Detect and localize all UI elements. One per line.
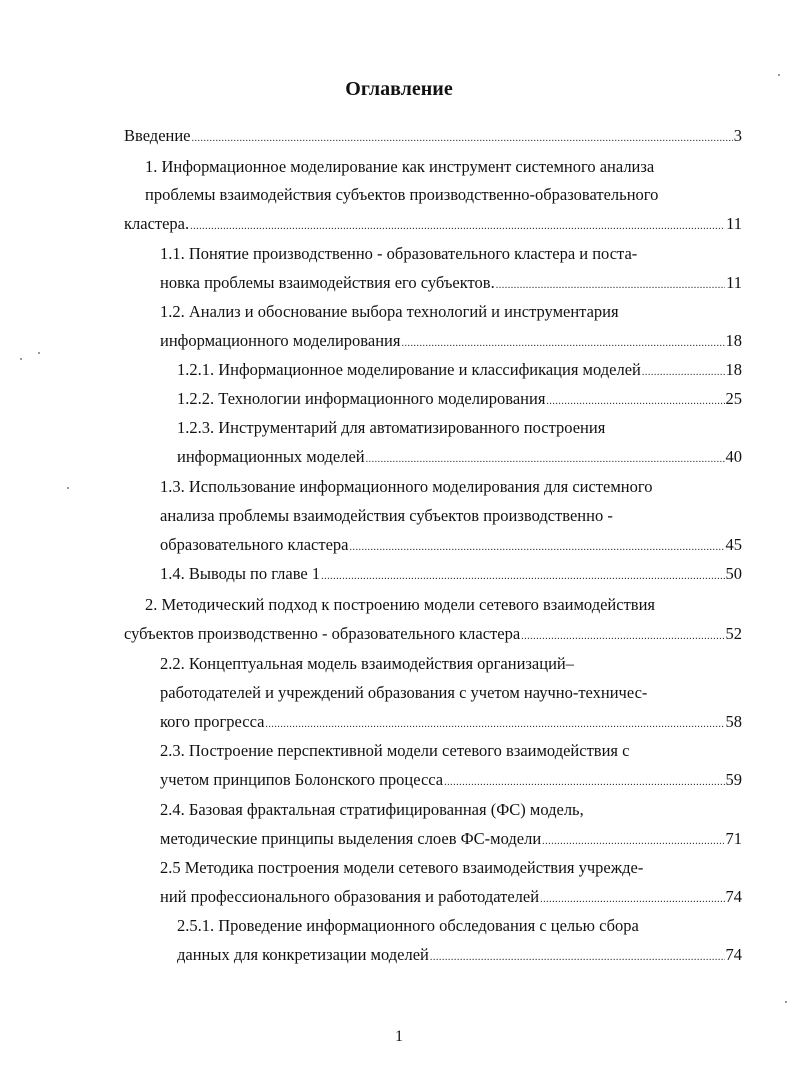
dot-leader: [366, 450, 725, 470]
toc-entry-page: 25: [725, 389, 742, 408]
toc-entry: [160, 741, 629, 761]
toc-entry: [160, 800, 584, 820]
toc-entry: [160, 477, 652, 497]
toc-entry: [124, 126, 742, 149]
toc-entry-text: информационного моделирования: [160, 331, 401, 350]
toc-entry: [160, 244, 637, 264]
toc-entry-text: 1. Информационное моделирование как инструмент системного анализа: [145, 157, 655, 176]
toc-entry-page: 59: [725, 770, 742, 789]
toc-entry: [145, 595, 655, 615]
toc-entry-text: 2.5 Методика построения модели сетевого взаимодействия учрежде-: [160, 858, 644, 877]
toc-entry: [160, 887, 742, 910]
scan-speck: [20, 358, 22, 360]
toc-entry-text: новка проблемы взаимодействия его субъектов.: [160, 273, 495, 292]
toc-entry: [177, 447, 742, 470]
dot-leader: [430, 948, 725, 968]
dot-leader: [444, 773, 724, 793]
scan-speck: [67, 487, 69, 489]
toc-entry-text: кластера.: [124, 214, 190, 233]
toc-entry-text: кого прогресса: [160, 712, 265, 731]
toc-entry-page: 18: [725, 331, 742, 350]
toc-entry-page: 11: [726, 214, 742, 233]
toc-entry-text: информационных моделей: [177, 447, 365, 466]
dot-leader: [521, 627, 724, 647]
dot-leader: [401, 334, 724, 354]
scan-speck: [38, 352, 40, 354]
dot-leader: [642, 363, 725, 383]
toc-entry-text: данных для конкретизации моделей: [177, 945, 429, 964]
toc-entry-text: работодателей и учреждений образования с учетом научно-техничес-: [160, 683, 648, 702]
toc-entry: [160, 331, 742, 354]
toc-entry-text: ний профессионального образования и работодателей: [160, 887, 540, 906]
toc-entry: [160, 683, 647, 703]
toc-entry-text: 2.3. Построение перспективной модели сетевого взаимодействия с: [160, 741, 630, 760]
toc-entry-page: 74: [725, 887, 742, 906]
toc-entry-page: 40: [725, 447, 742, 466]
toc-entry-page: 52: [725, 624, 742, 643]
toc-entry: [124, 214, 742, 237]
toc-entry: [160, 829, 742, 852]
toc-entry-page: 50: [725, 564, 742, 583]
scan-speck: [778, 74, 780, 76]
toc-entry-text: 1.2.3. Инструментарий для автоматизированного построения: [177, 418, 606, 437]
toc-entry-page: 11: [726, 273, 742, 292]
toc-entry-text: 1.2.2. Технологии информационного моделирования: [177, 389, 546, 408]
dot-leader: [496, 276, 725, 296]
dot-leader: [349, 538, 724, 558]
dot-leader: [265, 715, 724, 735]
toc-entry: [177, 418, 605, 438]
toc-entry-text: проблемы взаимодействия субъектов производственно-образовательного: [145, 185, 659, 204]
toc-entry-text: образовательного кластера: [160, 535, 349, 554]
toc-entry-text: 1.2.1. Информационное моделирование и классификация моделей: [177, 360, 641, 379]
toc-entry: [160, 506, 613, 526]
toc-entry: [160, 564, 742, 587]
dot-leader: [542, 832, 724, 852]
dot-leader: [192, 129, 733, 149]
toc-entry-text: 2. Методический подход к построению модели сетевого взаимодействия: [145, 595, 655, 614]
toc-entry: [160, 535, 742, 558]
page-title: Оглавление: [345, 78, 453, 100]
toc-entry-page: 45: [725, 535, 742, 554]
dot-leader: [321, 567, 724, 587]
toc-entry-text: учетом принципов Болонского процесса: [160, 770, 444, 789]
toc-entry: [124, 624, 742, 647]
dot-leader: [190, 217, 725, 237]
toc-entry-text: анализа проблемы взаимодействия субъектов производственно -: [160, 506, 613, 525]
toc-entry-page: 3: [733, 126, 742, 145]
toc-entry-text: 2.2. Концептуальная модель взаимодействия организаций–: [160, 654, 574, 673]
toc-entry-text: 2.5.1. Проведение информационного обследования с целью сбора: [177, 916, 639, 935]
toc-entry: [160, 302, 619, 322]
toc-entry: [145, 185, 658, 205]
dot-leader: [546, 392, 724, 412]
toc-entry-text: 1.3. Использование информационного моделирования для системного: [160, 477, 653, 496]
toc-entry-page: 58: [725, 712, 742, 731]
toc-entry-page: 74: [725, 945, 742, 964]
toc-entry-text: 2.4. Базовая фрактальная стратифицированная (ФС) модель,: [160, 800, 584, 819]
scan-speck: [785, 1001, 787, 1003]
toc-entry: [145, 157, 654, 177]
toc-entry-text: 1.4. Выводы по главе 1: [160, 564, 321, 583]
toc-entry: [160, 273, 742, 296]
toc-entry: [177, 389, 742, 412]
toc-entry: [160, 858, 643, 878]
toc-entry: [160, 654, 574, 674]
toc-entry-text: 1.1. Понятие производственно - образовательного кластера и поста-: [160, 244, 638, 263]
toc-entry-text: 1.2. Анализ и обоснование выбора технологий и инструментария: [160, 302, 619, 321]
toc-entry: [160, 712, 742, 735]
toc-entry: [177, 945, 742, 968]
toc-entry-text: Введение: [124, 126, 191, 145]
toc-entry-text: методические принципы выделения слоев ФС-модели: [160, 829, 542, 848]
toc-entry-text: субъектов производственно - образовательного кластера: [124, 624, 521, 643]
toc-entry: [177, 360, 742, 383]
toc-entry-page: 18: [725, 360, 742, 379]
page-number: 1: [395, 1028, 403, 1045]
toc-entry: [177, 916, 639, 936]
toc-entry-page: 71: [725, 829, 742, 848]
toc-entry: [160, 770, 742, 793]
dot-leader: [540, 890, 724, 910]
